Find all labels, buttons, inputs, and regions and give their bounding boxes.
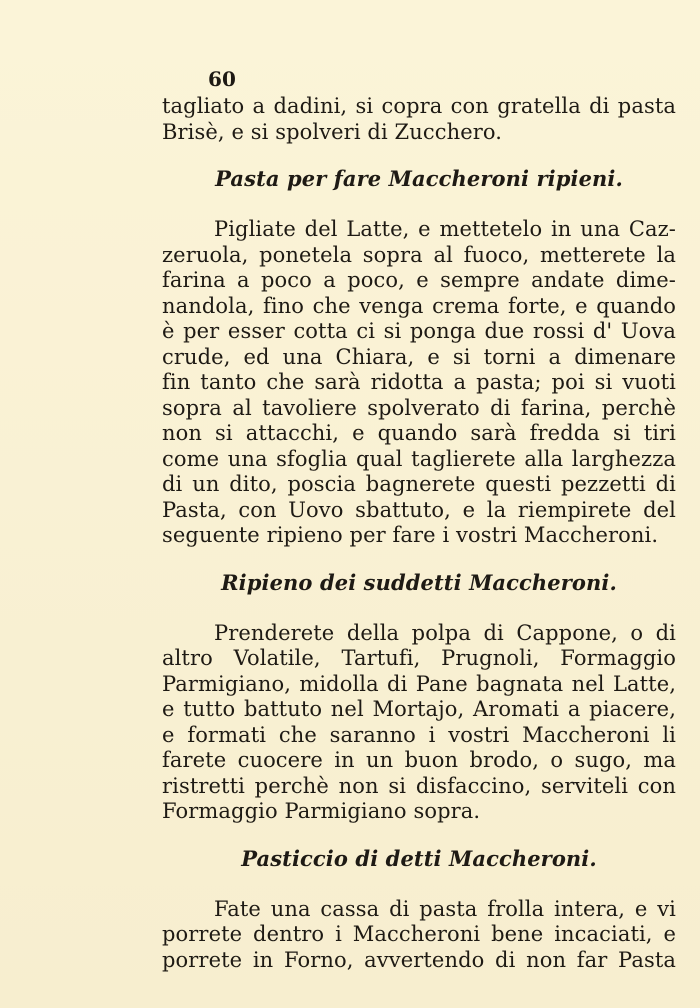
recipe-line: Prenderete della polpa di Cappone, o di xyxy=(214,620,676,645)
recipe-line: Pasta, con Uovo sbattuto, e la riempirete del xyxy=(162,497,676,522)
recipe-line: non si attacchi, e quando sarà fredda si tiri xyxy=(162,421,676,445)
opening-line: Brisè, e si spolveri di Zucchero. xyxy=(162,119,503,144)
recipe-line: Fate una cassa di pasta frolla intera, e vi xyxy=(214,896,676,921)
recipe-line: Parmigiano, midolla di Pane bagnata nel Latte, xyxy=(162,671,676,696)
page-number: 60 xyxy=(208,67,237,91)
recipe-paragraph xyxy=(162,897,676,974)
page-text-block xyxy=(162,64,676,973)
recipe-line: farina a poco a poco, e sempre andate dime- xyxy=(162,268,676,292)
recipe-line: e formati che saranno i vostri Maccheroni li xyxy=(162,722,676,747)
opening-paragraph xyxy=(162,94,676,145)
recipe-line: porrete dentro i Maccheroni bene incaciati, e xyxy=(162,922,676,946)
recipe-line: zeruola, ponetela sopra al fuoco, metterete la xyxy=(162,242,676,267)
recipe-line: porrete in Forno, avvertendo di non far Pasta xyxy=(162,947,676,972)
recipe-heading: Ripieno dei suddetti Maccheroni. xyxy=(221,569,617,595)
recipe-paragraph xyxy=(162,621,676,825)
recipe-line: seguente ripieno per fare i vostri Maccheroni. xyxy=(162,523,659,547)
recipe-line: Formaggio Parmigiano sopra. xyxy=(162,799,481,823)
recipe-line: altro Volatile, Tartufi, Prugnoli, Formaggio xyxy=(162,646,676,670)
recipe-line: nandola, fino che venga crema forte, e quando xyxy=(162,293,676,318)
recipe-line: fin tanto che sarà ridotta a pasta; poi si vuoti xyxy=(162,370,676,394)
recipe-line: crude, ed una Chiara, e si torni a dimenare xyxy=(162,344,676,369)
recipe-line: sopra al tavoliere spolverato di farina, perchè xyxy=(162,395,676,420)
opening-line: tagliato a dadini, si copra con gratella di pasta xyxy=(162,94,676,118)
recipe-paragraph xyxy=(162,217,676,549)
recipe-line: ristretti perchè non si disfaccino, serviteli con xyxy=(162,773,676,798)
recipe-line: e tutto battuto nel Mortajo, Aromati a piacere, xyxy=(162,697,676,721)
recipe-line: Pigliate del Latte, e mettetelo in una Caz- xyxy=(214,217,676,241)
recipe-line: di un dito, poscia bagnerete questi pezzetti di xyxy=(162,472,676,496)
recipe-heading: Pasticcio di detti Maccheroni. xyxy=(241,845,597,871)
recipe-line: come una sfoglia qual taglierete alla larghezza xyxy=(162,446,676,471)
recipe-line: è per esser cotta ci si ponga due rossi d' Uova xyxy=(162,319,676,343)
recipe-line: farete cuocere in un buon brodo, o sugo, ma xyxy=(162,748,676,772)
recipe-heading: Pasta per fare Maccheroni ripieni. xyxy=(215,166,623,191)
